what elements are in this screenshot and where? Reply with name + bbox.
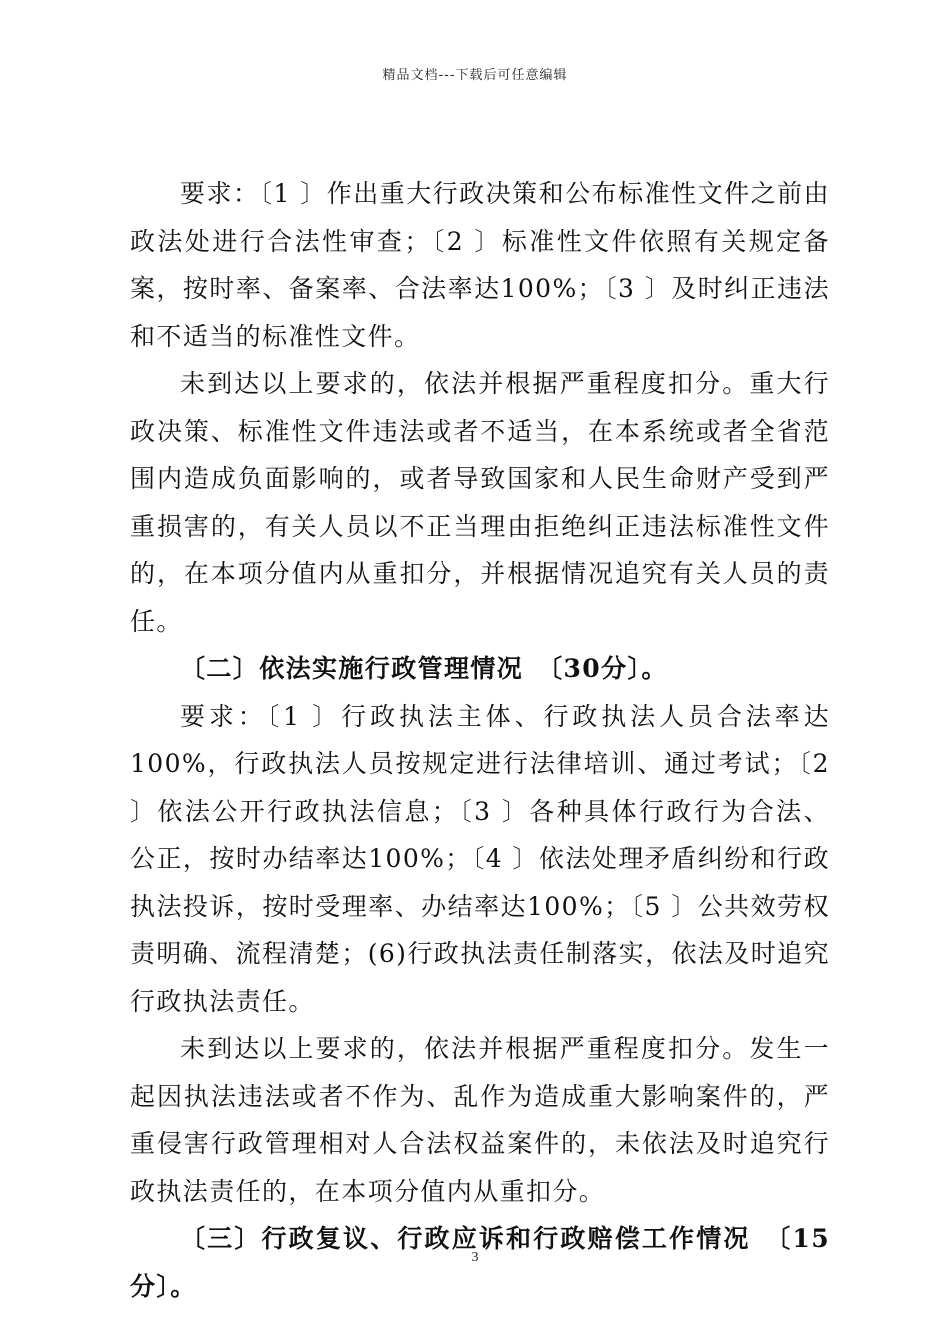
section-heading-3: 〔三〕行政复议、行政应诉和行政赔偿工作情况 〔15分〕。	[130, 1224, 830, 1301]
paragraph-penalty-2: 未到达以上要求的，依法并根据严重程度扣分。发生一起因执法违法或者不作为、乱作为造成重大影响案件的，严重侵害行政管理相对人合法权益案件的，未依法及时追究行政执法责任的，在本项分值内从重扣分。	[130, 1034, 830, 1206]
page-number: 3	[471, 1250, 479, 1265]
paragraph-penalty-1: 未到达以上要求的，依法并根据严重程度扣分。重大行政决策、标准性文件违法或者不适当，在本系统或者全省范围内造成负面影响的，或者导致国家和人民生命财产受到严重损害的，有关人员以不正当理由拒绝纠正违法标准性文件的，在本项分值内从重扣分，并根据情况追究有关人员的责任。	[130, 369, 830, 636]
document-body	[130, 170, 830, 1310]
section-heading-2: 〔二〕依法实施行政管理情况 〔30分〕。	[180, 654, 668, 683]
page-header: 精品文档---下载后可任意编辑	[382, 68, 568, 83]
paragraph-requirements-1: 要求：〔1 〕作出重大行政决策和公布标准性文件之前由政法处进行合法性审查；〔2 〕标准性文件依照有关规定备案，按时率、备案率、合法率达100%；〔3 〕及时纠正违法和不适当的标准性文件。	[130, 179, 830, 351]
paragraph-requirements-2: 要求：〔1 〕行政执法主体、行政执法人员合法率达100%，行政执法人员按规定进行法律培训、通过考试；〔2 〕依法公开行政执法信息；〔3 〕各种具体行政行为合法、公正，按时办结率达100%；〔4 〕依法处理矛盾纠纷和行政执法投诉，按时受理率、办结率达100%；〔5 〕公共效劳权责明确、流程清楚；(6)行政执法责任制落实，依法及时追究行政执法责任。	[130, 701, 830, 1016]
